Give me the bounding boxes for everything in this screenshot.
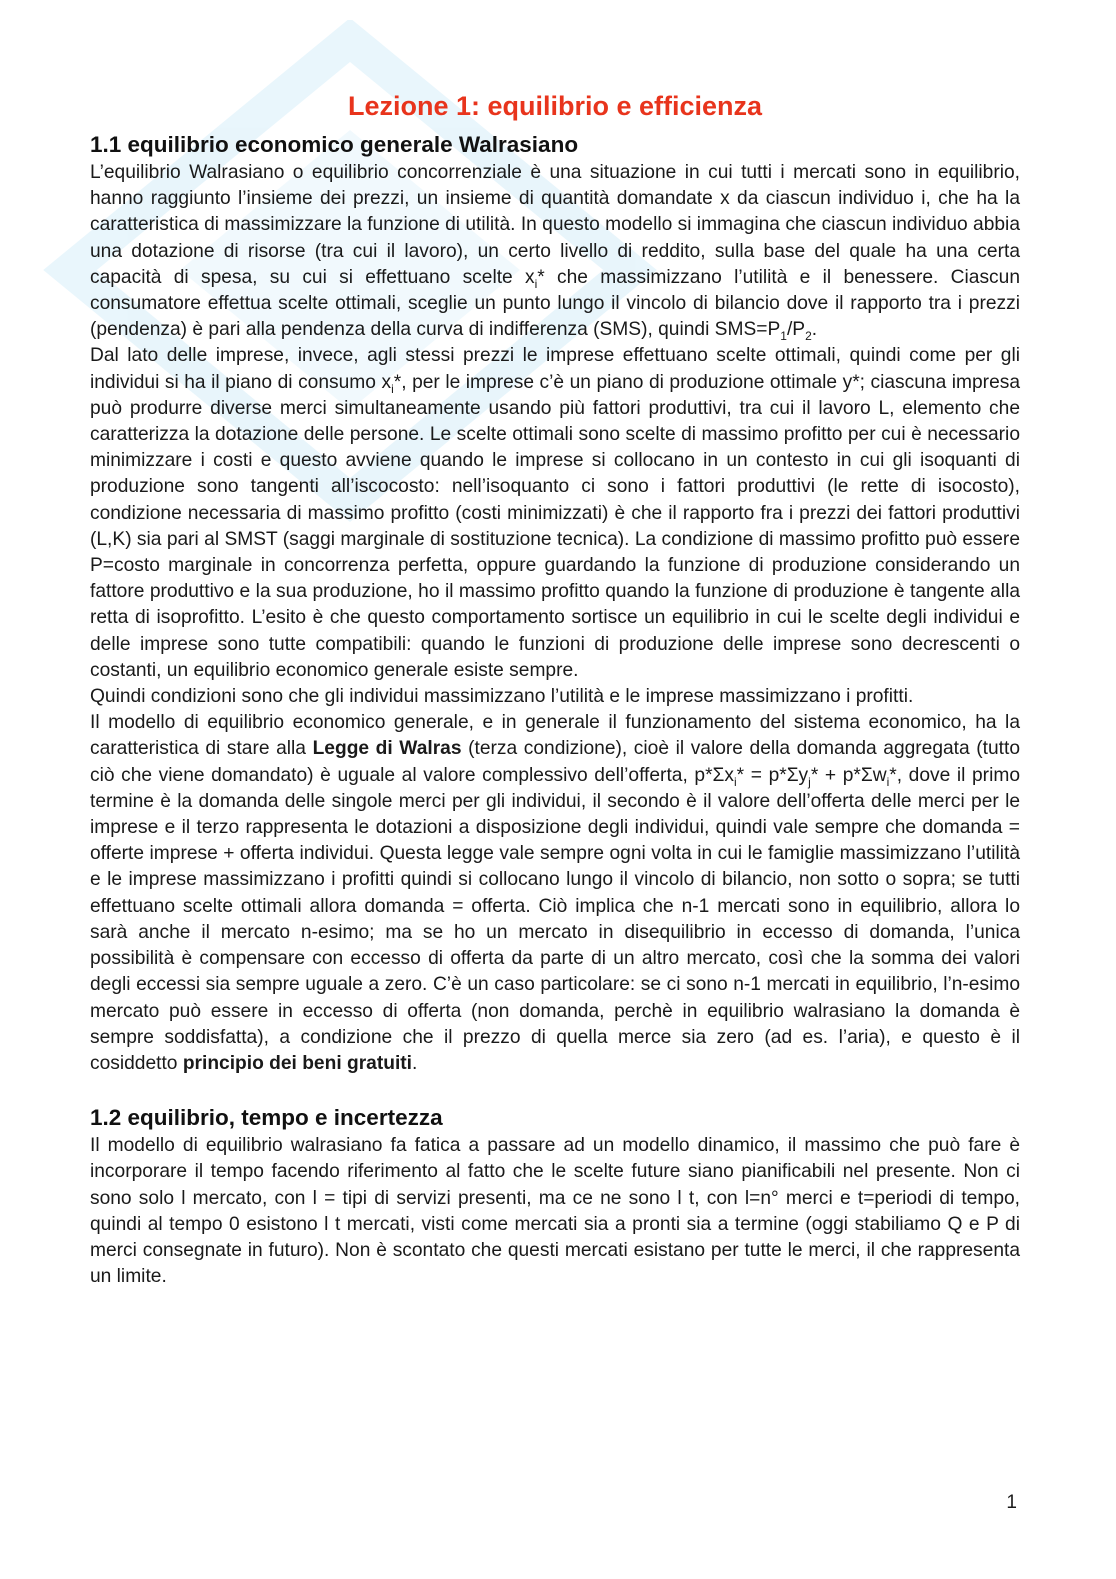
section-heading-1-1: 1.1 equilibrio economico generale Walrasiano: [90, 132, 579, 157]
section-heading-1-2: 1.2 equilibrio, tempo e incertezza: [90, 1105, 443, 1131]
bold-principio-beni-gratuiti: principio dei beni gratuiti: [182, 1052, 413, 1074]
bold-legge-di-walras: Legge di Walras: [312, 738, 462, 760]
paragraph-conditions: Quindi condizioni sono che gli individui massimizzano l’utilità e le imprese massimizzano i profitti.: [90, 686, 914, 708]
page-number: 1: [1006, 1492, 1017, 1513]
paragraph-time-uncertainty: Il modello di equilibrio walrasiano fa fatica a passare ad un modello dinamico, il massimo che può fare è incorporare il tempo facendo riferimento al fatto che le scelte future siano pianificabili nel presente. Non ci sono solo l mercato, con l = tipi di servizi presenti, ma ce ne sono l t, con l=n° merci e t=periodi di tempo, quindi al tempo 0 esistono l t mercati, visti come mercati sia a pronti sia a termine (oggi stabiliamo Q e P di merci consegnate in futuro). Non è scontato che questi mercati esistano per tutte le merci, il che rappresenta un limite.: [90, 1135, 1020, 1288]
paragraph-walras-equilibrium: L’equilibrio Walrasiano o equilibrio concorrenziale è una situazione in cui tutti i mercati sono in equilibrio, hanno raggiunto l’insieme dei prezzi, un insieme di quantità domandate x da ciascun individuo i, che ha la caratteristica di massimizzare la funzione di utilità. In questo modello si immagina che ciascun individuo abbia una dotazione di risorse (tra cui il lavoro), un certo livello di reddito, sulla base del quale ha una certa capacità di spesa, su cui si effettuano scelte $x_i*$ che massimizzano l’utilità e il benessere. Ciascun consumatore effettua scelte ottimali, sceglie un punto lungo il vincolo di bilancio dove il rapporto tra i prezzi (pendenza) è pari alla pendenza della curva di indifferenza (SMS), quindi $SMS=P_1/P_2$.: [90, 162, 1020, 344]
document-page: [90, 88, 1020, 1290]
paragraph-firms: Dal lato delle imprese, invece, agli stessi prezzi le imprese effettuano scelte ottimali, quindi come per gli individui si ha il piano di consumo $x_i*$, per le imprese c’è un piano di produzione ottimale y*; ciascuna impresa può produrre diverse merci simultaneamente usando più fattori produttivi, tra cui il lavoro L, elemento che caratterizza la dotazione delle persone. Le scelte ottimali sono scelte di massimo profitto per cui è necessario minimizzare i costi e questo avviene quando le imprese si collocano in un contesto in cui gli isoquanti di produzione sono tangenti all’iscocosto: nell’isoquanto ci sono i fattori produttivi (le rette di isocosto), condizione necessaria di massimo profitto (costi minimizzati) è che il rapporto fra i prezzi dei fattori produttivi (L,K) sia pari al SMST (saggi marginale di sostituzione tecnica). La condizione di massimo profitto può essere P=costo marginale in concorrenza perfetta, oppure guardando la funzione di produzione considerando un fattore produttivo e la sua produzione, ho il massimo profitto quando la funzione di produzione è tangente alla retta di isoprofitto. L’esito è che questo comportamento sortisce un equilibrio in cui le scelte degli individui e delle imprese sono tutte compatibili: quando le funzioni di produzione delle imprese sono decrescenti o costanti, un equilibrio economico generale esiste sempre.: [90, 345, 1021, 681]
paragraph-walras-law: Il modello di equilibrio economico generale, e in generale il funzionamento del sistema economico, ha la caratteristica di stare alla Legge di Walras (terza condizione), cioè il valore della domanda aggregata (tutto ciò che viene domandato) è uguale al valore complessivo dell’offerta, $p*\Sigma x_i* = p*\Sigma y_j* + p*\Sigma w_i*$, dove il primo termine è la domanda delle singole merci per gli individui, il secondo è il valore dell’offerta delle merci per le imprese e il terzo rappresenta le dotazioni a disposizione degli individui, quindi vale sempre che domanda = offerte imprese + offerta individui. Questa legge vale sempre ogni volta in cui le famiglie massimizzano l’utilità e le imprese massimizzano i profitti quindi si collocano lungo il vincolo di bilancio, non sotto o sopra; se tutti effettuano scelte ottimali allora domanda = offerta. Ciò implica che n-1 mercati sono in equilibrio, allora lo sarà anche il mercato n-esimo; ma se ho un mercato in disequilibrio in eccesso di domanda, l’unica possibilità è compensare con eccesso di offerta da parte di un altro mercato, così che la somma dei valori degli eccessi sia sempre uguale a zero. C’è un caso particolare: se ci sono n-1 mercati in equilibrio, l’n-esimo mercato può essere in eccesso di offerta (non domanda, perchè in equilibrio walrasiano la domanda è sempre soddisfatta), a condizione che il prezzo di quella merce sia zero (ad es. l’aria), e questo è il cosiddetto principio dei beni gratuiti.: [90, 712, 1020, 1074]
page-title: Lezione 1: equilibrio e efficienza: [347, 91, 763, 121]
